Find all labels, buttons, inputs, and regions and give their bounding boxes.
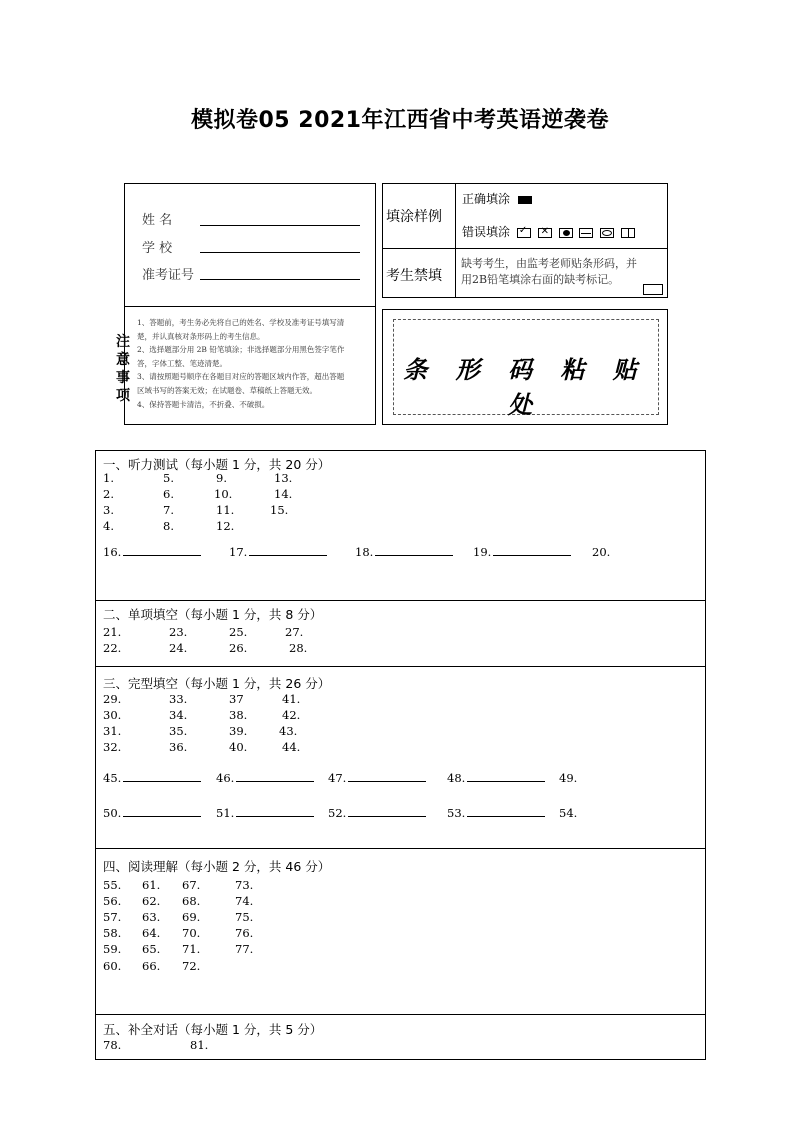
oval-mark-sample: [600, 228, 614, 238]
question-number: 75.: [235, 910, 254, 924]
fill-sample-label: 填涂样例: [386, 209, 442, 225]
question-number: 55.: [103, 878, 122, 892]
notes-title-char: 注: [116, 334, 130, 350]
question-number: 64.: [142, 926, 161, 940]
question-number: 31.: [103, 724, 122, 738]
section-4-title: 四、阅读理解（每小题 2 分，共 46 分）: [103, 859, 331, 874]
section-3-title: 三、完型填空（每小题 1 分，共 26 分）: [103, 676, 331, 691]
question-number: 23.: [169, 625, 188, 639]
blank-question[interactable]: 53.: [447, 806, 545, 820]
question-number: 28.: [289, 641, 308, 655]
name-field[interactable]: [200, 225, 360, 226]
question-number: 63.: [142, 910, 161, 924]
question-number: 38.: [229, 708, 248, 722]
question-number: 27.: [285, 625, 304, 639]
question-number: 26.: [229, 641, 248, 655]
section-5-title: 五、补全对话（每小题 1 分，共 5 分）: [103, 1022, 323, 1037]
correct-fill-mark: [518, 196, 532, 204]
section-divider: [95, 848, 705, 849]
section-1-title: 一、听力测试（每小题 1 分，共 20 分）: [103, 457, 331, 472]
blank-question[interactable]: 18.: [355, 545, 453, 559]
blank-question[interactable]: 52.: [328, 806, 426, 820]
page-title: 模拟卷05 2021年江西省中考英语逆袭卷: [190, 108, 609, 133]
correct-fill-label: 正确填涂: [462, 190, 532, 207]
blank-question[interactable]: 17.: [229, 545, 327, 559]
question-number: 6.: [163, 487, 174, 501]
absent-mark-box[interactable]: [643, 284, 663, 295]
blank-question[interactable]: 20.: [592, 545, 611, 559]
question-number: 1.: [103, 471, 114, 485]
question-number: 59.: [103, 942, 122, 956]
school-field[interactable]: [200, 252, 360, 253]
question-number: 29.: [103, 692, 122, 706]
blank-question[interactable]: 47.: [328, 771, 426, 785]
question-number: 70.: [182, 926, 201, 940]
question-number: 44.: [282, 740, 301, 754]
question-number: 61.: [142, 878, 161, 892]
question-number: 71.: [182, 942, 201, 956]
question-number: 36.: [169, 740, 188, 754]
question-number: 40.: [229, 740, 248, 754]
question-number: 73.: [235, 878, 254, 892]
question-number: 7.: [163, 503, 174, 517]
question-number: 57.: [103, 910, 122, 924]
notes-text: 1、答题前，考生务必先将自己的姓名、学校及准考证号填写清 楚，并认真核对条形码上的考生信息。 2、选择题部分用 2B 铅笔填涂；非选择题部分用黑色签字笔作 答，字体工整、笔迹清楚。 3、请按照题号顺序在各题目对应的答题区域内作答，超出答题 区域书写的答案无效；在试题卷、草稿纸上答题无效。 4、保持答题卡清洁，不折叠、不破损。: [137, 318, 345, 409]
exam-id-field[interactable]: [200, 279, 360, 280]
question-number: 60.: [103, 959, 122, 973]
blank-question[interactable]: 16.: [103, 545, 201, 559]
question-number: 14.: [274, 487, 293, 501]
question-number: 65.: [142, 942, 161, 956]
notes-title-char: 意: [116, 352, 130, 368]
blank-question[interactable]: 51.: [216, 806, 314, 820]
section-divider: [95, 1014, 705, 1015]
question-number: 58.: [103, 926, 122, 940]
blank-question[interactable]: 45.: [103, 771, 201, 785]
question-number: 13.: [274, 471, 293, 485]
question-number: 25.: [229, 625, 248, 639]
question-number: 15.: [270, 503, 289, 517]
school-label: 学 校: [142, 241, 173, 256]
question-number: 72.: [182, 959, 201, 973]
question-number: 56.: [103, 894, 122, 908]
question-number: 78.: [103, 1038, 122, 1052]
question-number: 77.: [235, 942, 254, 956]
section-divider: [95, 666, 705, 667]
question-number: 11.: [216, 503, 235, 517]
notes-title-char: 项: [116, 388, 130, 404]
dash-mark-sample: [579, 228, 593, 238]
question-number: 22.: [103, 641, 122, 655]
question-number: 37: [229, 692, 244, 706]
question-number: 66.: [142, 959, 161, 973]
wrong-fill-label: 错误填涂 ✓ ✕: [462, 223, 635, 240]
check-mark-sample: ✓: [517, 228, 531, 238]
question-number: 12.: [216, 519, 235, 533]
cross-mark-sample: ✕: [538, 228, 552, 238]
question-number: 24.: [169, 641, 188, 655]
question-number: 3.: [103, 503, 114, 517]
question-number: 30.: [103, 708, 122, 722]
question-number: 33.: [169, 692, 188, 706]
notes-title-char: 事: [116, 370, 130, 386]
question-number: 74.: [235, 894, 254, 908]
question-number: 62.: [142, 894, 161, 908]
question-number: 42.: [282, 708, 301, 722]
blank-question[interactable]: 19.: [473, 545, 571, 559]
question-number: 76.: [235, 926, 254, 940]
question-number: 43.: [279, 724, 298, 738]
absent-text: 缺考考生，由监考老师贴条形码，并 用2B铅笔填涂右面的缺考标记。: [461, 257, 637, 286]
question-number: 10.: [214, 487, 233, 501]
blank-question[interactable]: 49.: [559, 771, 578, 785]
dot-mark-sample: [559, 228, 573, 238]
question-number: 32.: [103, 740, 122, 754]
question-number: 9.: [216, 471, 227, 485]
question-number: 67.: [182, 878, 201, 892]
section-divider: [95, 600, 705, 601]
blank-question[interactable]: 50.: [103, 806, 201, 820]
name-label: 姓 名: [142, 213, 173, 228]
question-number: 8.: [163, 519, 174, 533]
blank-question[interactable]: 54.: [559, 806, 578, 820]
question-number: 41.: [282, 692, 301, 706]
question-number: 21.: [103, 625, 122, 639]
question-number: 68.: [182, 894, 201, 908]
question-number: 69.: [182, 910, 201, 924]
question-number: 35.: [169, 724, 188, 738]
question-number: 81.: [190, 1038, 209, 1052]
section-2-title: 二、单项填空（每小题 1 分，共 8 分）: [103, 607, 323, 622]
split-mark-sample: [621, 228, 635, 238]
absent-label: 考生禁填: [386, 268, 442, 284]
question-number: 5.: [163, 471, 174, 485]
blank-question[interactable]: 48.: [447, 771, 545, 785]
exam-id-label: 准考证号: [142, 268, 195, 283]
question-number: 2.: [103, 487, 114, 501]
blank-question[interactable]: 46.: [216, 771, 314, 785]
question-number: 4.: [103, 519, 114, 533]
question-number: 39.: [229, 724, 248, 738]
barcode-label: 条 形 码 粘 贴 处: [403, 355, 647, 419]
question-number: 34.: [169, 708, 188, 722]
